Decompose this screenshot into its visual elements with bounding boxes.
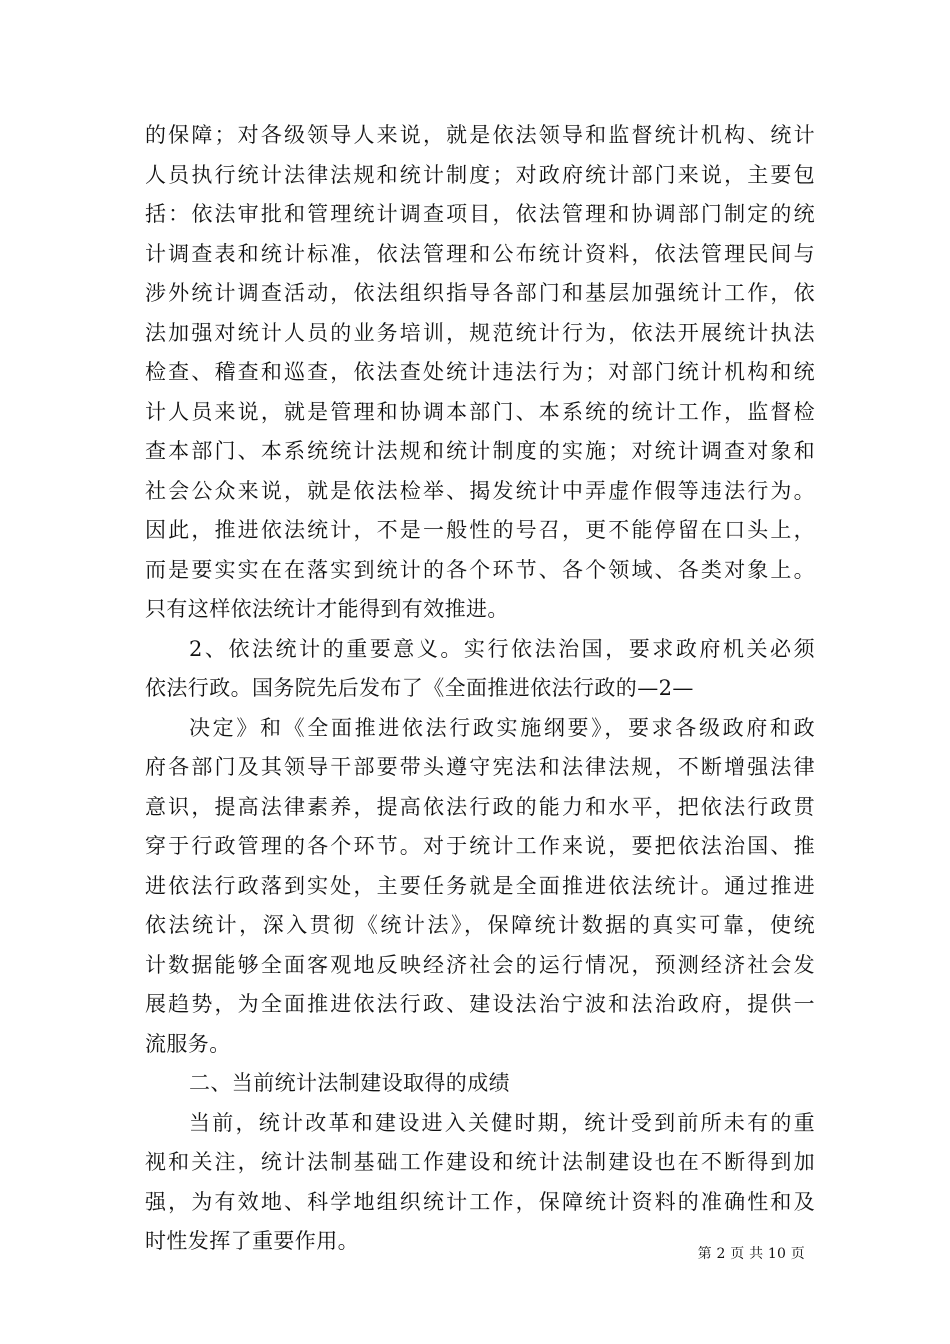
text-line: 意识，提高法律素养，提高依法行政的能力和水平，把依法行政贯 bbox=[145, 794, 815, 819]
page-number-footer: 第 2 页 共 10 页 bbox=[697, 1246, 805, 1262]
text-line: 计数据能够全面客观地反映经济社会的运行情况，预测经济社会发 bbox=[145, 952, 815, 977]
text-line: 时性发挥了重要作用。 bbox=[145, 1229, 359, 1253]
text-line: 人员执行统计法律法规和统计制度；对政府统计部门来说，主要包 bbox=[145, 162, 815, 187]
text-line: 括：依法审批和管理统计调查项目，依法管理和协调部门制定的统 bbox=[145, 202, 815, 226]
text-line: 进依法行政落到实处，主要任务就是全面推进依法统计。通过推进 bbox=[145, 873, 815, 898]
text-line: 而是要实实在在落实到统计的各个环节、各个领域、各类对象上。 bbox=[145, 557, 815, 582]
document-body bbox=[145, 116, 815, 1262]
paragraph-start-line: 2、依法统计的重要意义。实行依法治国，要求政府机关必须 bbox=[189, 636, 815, 661]
text-line: 的保障；对各级领导人来说，就是依法领导和监督统计机构、统计 bbox=[145, 123, 815, 147]
text-line: 计人员来说，就是管理和协调本部门、本系统的统计工作，监督检 bbox=[145, 399, 815, 424]
text-line: 依法统计，深入贯彻《统计法》，保障统计数据的真实可靠，使统 bbox=[145, 913, 815, 937]
paragraph-start-line: 决定》和《全面推进依法行政实施纲要》，要求各级政府和政 bbox=[189, 715, 815, 740]
text-line: 只有这样依法统计才能得到有效推进。 bbox=[145, 597, 509, 621]
text-line: 展趋势，为全面推进依法行政、建设法治宁波和法治政府，提供一 bbox=[145, 992, 815, 1016]
section-heading: 二、当前统计法制建设取得的成绩 bbox=[189, 1071, 510, 1095]
text-line: 视和关注，统计法制基础工作建设和统计法制建设也在不断得到加 bbox=[145, 1150, 815, 1174]
text-line: 计调查表和统计标准，依法管理和公布统计资料，依法管理民间与 bbox=[145, 241, 815, 266]
paragraph-start-line: 当前，统计改革和建设进入关健时期，统计受到前所未有的重 bbox=[189, 1110, 815, 1135]
text-line: 检查、稽查和巡查，依法查处统计违法行为；对部门统计机构和统 bbox=[145, 360, 815, 384]
text-line: 流服务。 bbox=[145, 1031, 231, 1056]
text-line: 穿于行政管理的各个环节。对于统计工作来说，要把依法治国、推 bbox=[145, 834, 815, 858]
text-line: 法加强对统计人员的业务培训，规范统计行为，依法开展统计执法 bbox=[145, 320, 815, 345]
text-line: 府各部门及其领导干部要带头遵守宪法和法律法规，不断增强法律 bbox=[145, 755, 815, 779]
text-line: 强，为有效地、科学地组织统计工作，保障统计资料的准确性和及 bbox=[145, 1189, 815, 1214]
text-line: 查本部门、本系统统计法规和统计制度的实施；对统计调查对象和 bbox=[145, 439, 815, 463]
text-line: 社会公众来说，就是依法检举、揭发统计中弄虚作假等违法行为。 bbox=[145, 478, 815, 503]
text-line: 依法行政。国务院先后发布了《全面推进依法行政的—2— bbox=[145, 676, 694, 700]
text-line: 因此，推进依法统计，不是一般性的号召，更不能停留在口头上， bbox=[145, 518, 815, 542]
text-line: 涉外统计调查活动，依法组织指导各部门和基层加强统计工作，依 bbox=[145, 281, 815, 305]
